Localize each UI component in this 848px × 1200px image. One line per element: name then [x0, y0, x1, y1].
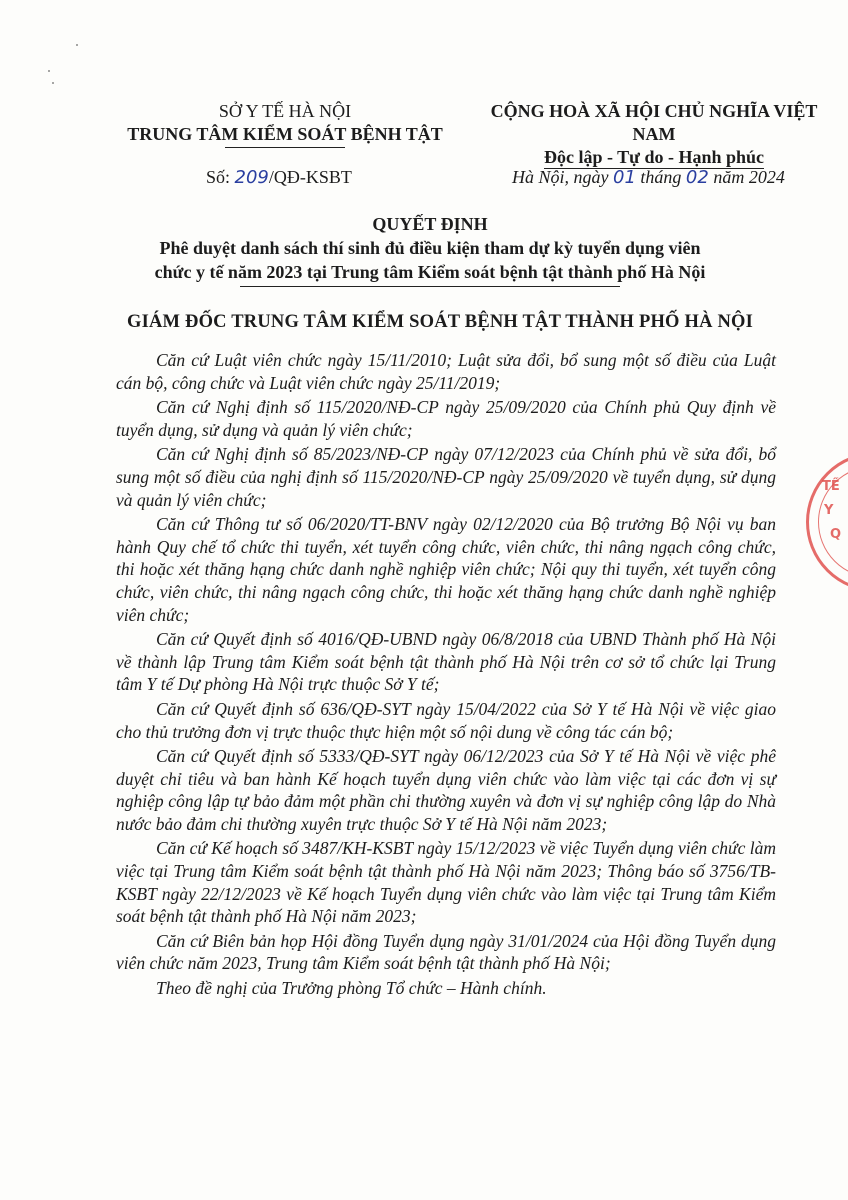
basis-paragraph: Căn cứ Quyết định số 4016/QĐ-UBND ngày 06/8/2018 của UBND Thành phố Hà Nội về thành lập Trung tâm Kiểm soát bệnh tật thành phố Hà Nội trên cơ sở tổ chức lại Trung tâm Y tế Dự phòng Hà Nội trực thuộc Sở Y tế; [116, 629, 776, 695]
date-text: tháng [635, 167, 686, 187]
seal-letter: Q [830, 527, 842, 542]
legal-basis [116, 349, 776, 1002]
date-text: năm 2024 [708, 167, 785, 187]
scan-speck [76, 44, 78, 46]
seal-letter: TẾ [822, 479, 840, 494]
basis-paragraph: Căn cứ Quyết định số 636/QĐ-SYT ngày 15/04/2022 của Sở Y tế Hà Nội về việc giao cho thủ trưởng đơn vị trực thuộc thực hiện một số nội dung về công tác cán bộ; [116, 698, 776, 742]
doc-number-suffix: /QĐ-KSBT [268, 167, 352, 187]
agency-name: TRUNG TÂM KIỂM SOÁT BỆNH TẬT [127, 124, 443, 144]
seal-letter: Y [824, 503, 834, 518]
title-underline [240, 286, 620, 287]
doc-number-handwritten: 209 [234, 167, 269, 188]
decision-heading: QUYẾT ĐỊNH [372, 214, 488, 234]
basis-paragraph: Căn cứ Luật viên chức ngày 15/11/2010; Luật sửa đổi, bổ sung một số điều của Luật cán bộ, công chức và Luật viên chức ngày 25/11/2019; [116, 350, 776, 393]
basis-paragraph: Căn cứ Quyết định số 5333/QĐ-SYT ngày 06/12/2023 của Sở Y tế Hà Nội về việc phê duyệt chỉ tiêu và ban hành Kế hoạch tuyển dụng viên chức vào làm việc tại các đơn vị sự nghiệp công lập tự bảo đảm một phần chi thường xuyên và đơn vị sự nghiệp công lập do Nhà nước bảo đảm chi thường xuyên trực thuộc Sở Y tế Hà Nội năm 2023; [116, 746, 776, 834]
national-motto: Độc lập - Tự do - Hạnh phúc [543, 147, 765, 167]
date-text: Hà Nội, ngày [512, 167, 613, 187]
decision-subject-line2: chức y tế năm 2023 tại Trung tâm Kiểm soát bệnh tật thành phố Hà Nội [154, 262, 706, 282]
national-header [468, 100, 840, 169]
seal-lettering [822, 475, 841, 547]
issuing-authority [110, 100, 460, 148]
basis-paragraph: Căn cứ Thông tư số 06/2020/TT-BNV ngày 02/12/2020 của Bộ trưởng Bộ Nội vụ ban hành Quy chế tổ chức thi tuyển, xét tuyển công chức, viên chức, thi nâng ngạch công chức, thi hoặc xét thăng hạng chức danh nghề nghiệp viên chức; Nội quy thi tuyển, xét tuyển công chức, viên chức, thi nâng ngạch công chức, thi hoặc xét thăng hạng chức danh nghề nghiệp viên chức; [116, 514, 776, 625]
document-number [206, 167, 352, 188]
agency-underline [225, 147, 345, 148]
place-and-date [512, 167, 785, 188]
parent-agency: SỞ Y TẾ HÀ NỘI [218, 101, 352, 121]
national-title: CỘNG HOÀ XÃ HỘI CHỦ NGHĨA VIỆT NAM [490, 101, 818, 144]
scan-speck [52, 82, 54, 84]
basis-paragraph: Căn cứ Biên bản họp Hội đồng Tuyển dụng ngày 31/01/2024 của Hội đồng Tuyển dụng viên chức năm 2023, Trung tâm Kiểm soát bệnh tật thành phố Hà Nội; [116, 930, 776, 974]
scan-speck [48, 70, 50, 72]
basis-paragraph: Căn cứ Nghị định số 115/2020/NĐ-CP ngày 25/09/2020 của Chính phủ Quy định về tuyển dụng, sử dụng và quản lý viên chức; [116, 397, 776, 440]
decision-title [90, 212, 770, 287]
day-handwritten: 01 [613, 167, 636, 188]
doc-number-prefix: Số: [206, 167, 235, 187]
basis-paragraph: Căn cứ Kế hoạch số 3487/KH-KSBT ngày 15/12/2023 về việc Tuyển dụng viên chức làm việc tại Trung tâm Kiểm soát bệnh tật thành phố Hà Nội năm 2023; Thông báo số 3756/TB-KSBT ngày 22/12/2023 về Kế hoạch Tuyển dụng viên chức vào làm việc tại Trung tâm Kiểm soát bệnh tật thành phố Hà Nội năm 2023; [116, 838, 776, 927]
basis-paragraph: Căn cứ Nghị định số 85/2023/NĐ-CP ngày 07/12/2023 của Chính phủ về sửa đổi, bổ sung một số điều của nghị định số 115/2020/NĐ-CP ngày 25/09/2020 về tuyển dụng, sử dụng và quản lý viên chức; [116, 444, 776, 510]
issuer-title: GIÁM ĐỐC TRUNG TÂM KIỂM SOÁT BỆNH TẬT THÀNH PHỐ HÀ NỘI [126, 312, 753, 332]
month-handwritten: 02 [685, 167, 709, 188]
decision-subject-line1: Phê duyệt danh sách thí sinh đủ điều kiện tham dự kỳ tuyển dụng viên [159, 238, 701, 258]
basis-paragraph: Theo đề nghị của Trưởng phòng Tổ chức – Hành chính. [156, 978, 547, 999]
